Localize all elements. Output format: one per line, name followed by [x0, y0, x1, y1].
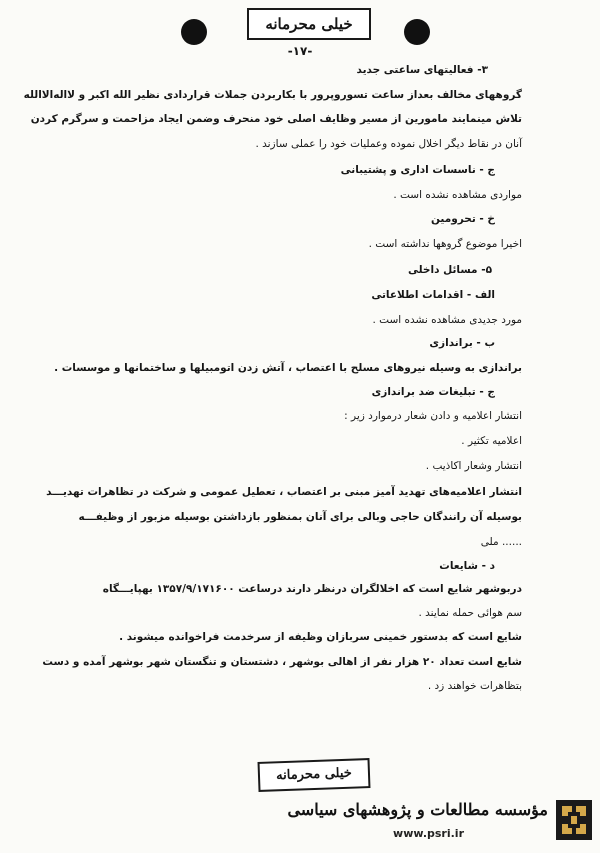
- text-line: اعلامیه تکثیر .: [461, 435, 522, 447]
- text-line: د - شایعات: [439, 560, 495, 572]
- classification-stamp-bottom: خیلی محرمانه: [258, 758, 371, 792]
- text-line: انتشار اعلامیه و دادن شعار درموارد زیر :: [344, 410, 522, 422]
- text-line: بتظاهرات خواهند زد .: [427, 680, 522, 692]
- classification-stamp-top: خیلی محرمانه: [247, 8, 371, 40]
- punch-hole-right: [404, 19, 430, 45]
- institute-url: www.psri.ir: [393, 827, 464, 840]
- text-line: ب - براندازی: [429, 337, 495, 349]
- text-line: براندازی به وسیله نیروهای مسلح با اعتصاب ، آتش زدن اتومبیلها و ساختمانها و موسسات .: [54, 362, 522, 374]
- text-line: انتشار وشعار اکاذیب .: [425, 460, 522, 472]
- text-line: مورد جدیدی مشاهده نشده است .: [372, 314, 522, 326]
- text-line: شایع است تعداد ۲۰ هزار نفر از اهالی بوشهر ، دشتستان و تنگستان شهر بوشهر آمده و دست: [42, 656, 522, 668]
- text-line: اخیرا موضوع گروهها نداشته است .: [368, 238, 522, 250]
- text-line: دربوشهر شایع است که اخلالگران درنظر دارند درساعت ۱۳۵۷/۹/۱۷۱۶۰۰ بهپایـــگاه: [102, 583, 522, 595]
- text-line: ...... ملی: [480, 536, 522, 548]
- text-line: تلاش مینمایند مامورین از مسیر وظایف اصلی خود منحرف وضمن ایجاد مزاحمت و سرگرم کردن: [30, 113, 522, 125]
- text-line: شایع است که بدستور خمینی سربازان وظیفه از سرخدمت فراخوانده میشوند .: [119, 631, 522, 643]
- text-line: گروههای مخالف بعداز ساعت تسوروپرور با بکاربردن جملات قراردادی نظیر الله اکبر و لااله‌الاالله: [23, 89, 522, 101]
- institute-footer: [0, 794, 600, 853]
- text-line: ج - تبلیغات ضد براندازی: [371, 386, 495, 398]
- institute-name: مؤسسه مطالعات و پژوهشهای سیاسی: [287, 800, 548, 819]
- text-line: الف - اقدامات اطلاعاتی: [371, 289, 495, 301]
- punch-hole-left: [181, 19, 207, 45]
- text-line: بوسیله آن رانندگان حاجی وبالی برای آنان بمنظور بازداشتن بوسیله مزبور از وظیفـــه: [78, 511, 522, 523]
- text-line: ج - ناسسات اداری و پشتیبانی: [340, 164, 495, 176]
- institute-logo-icon: [556, 800, 592, 840]
- text-line: مواردی مشاهده نشده است .: [393, 189, 522, 201]
- text-line: خ - تحرومین: [430, 213, 495, 225]
- page-number: -۱۷-: [287, 44, 313, 58]
- text-line: ۳- فعالیتهای ساعتی جدید: [356, 64, 488, 76]
- text-line: آنان در نقاط دیگر اخلال نموده وعملیات خود را عملی سازند .: [255, 138, 522, 150]
- text-line: سم هوائی حمله نمایند .: [418, 607, 522, 619]
- text-line: ۵- مسائل داخلی: [408, 264, 492, 276]
- text-line: انتشار اعلامیه‌های تهدید آمیز مبنی بر اعتصاب ، تعطیل عمومی و شرکت در تظاهرات تهدیـــد: [46, 486, 522, 498]
